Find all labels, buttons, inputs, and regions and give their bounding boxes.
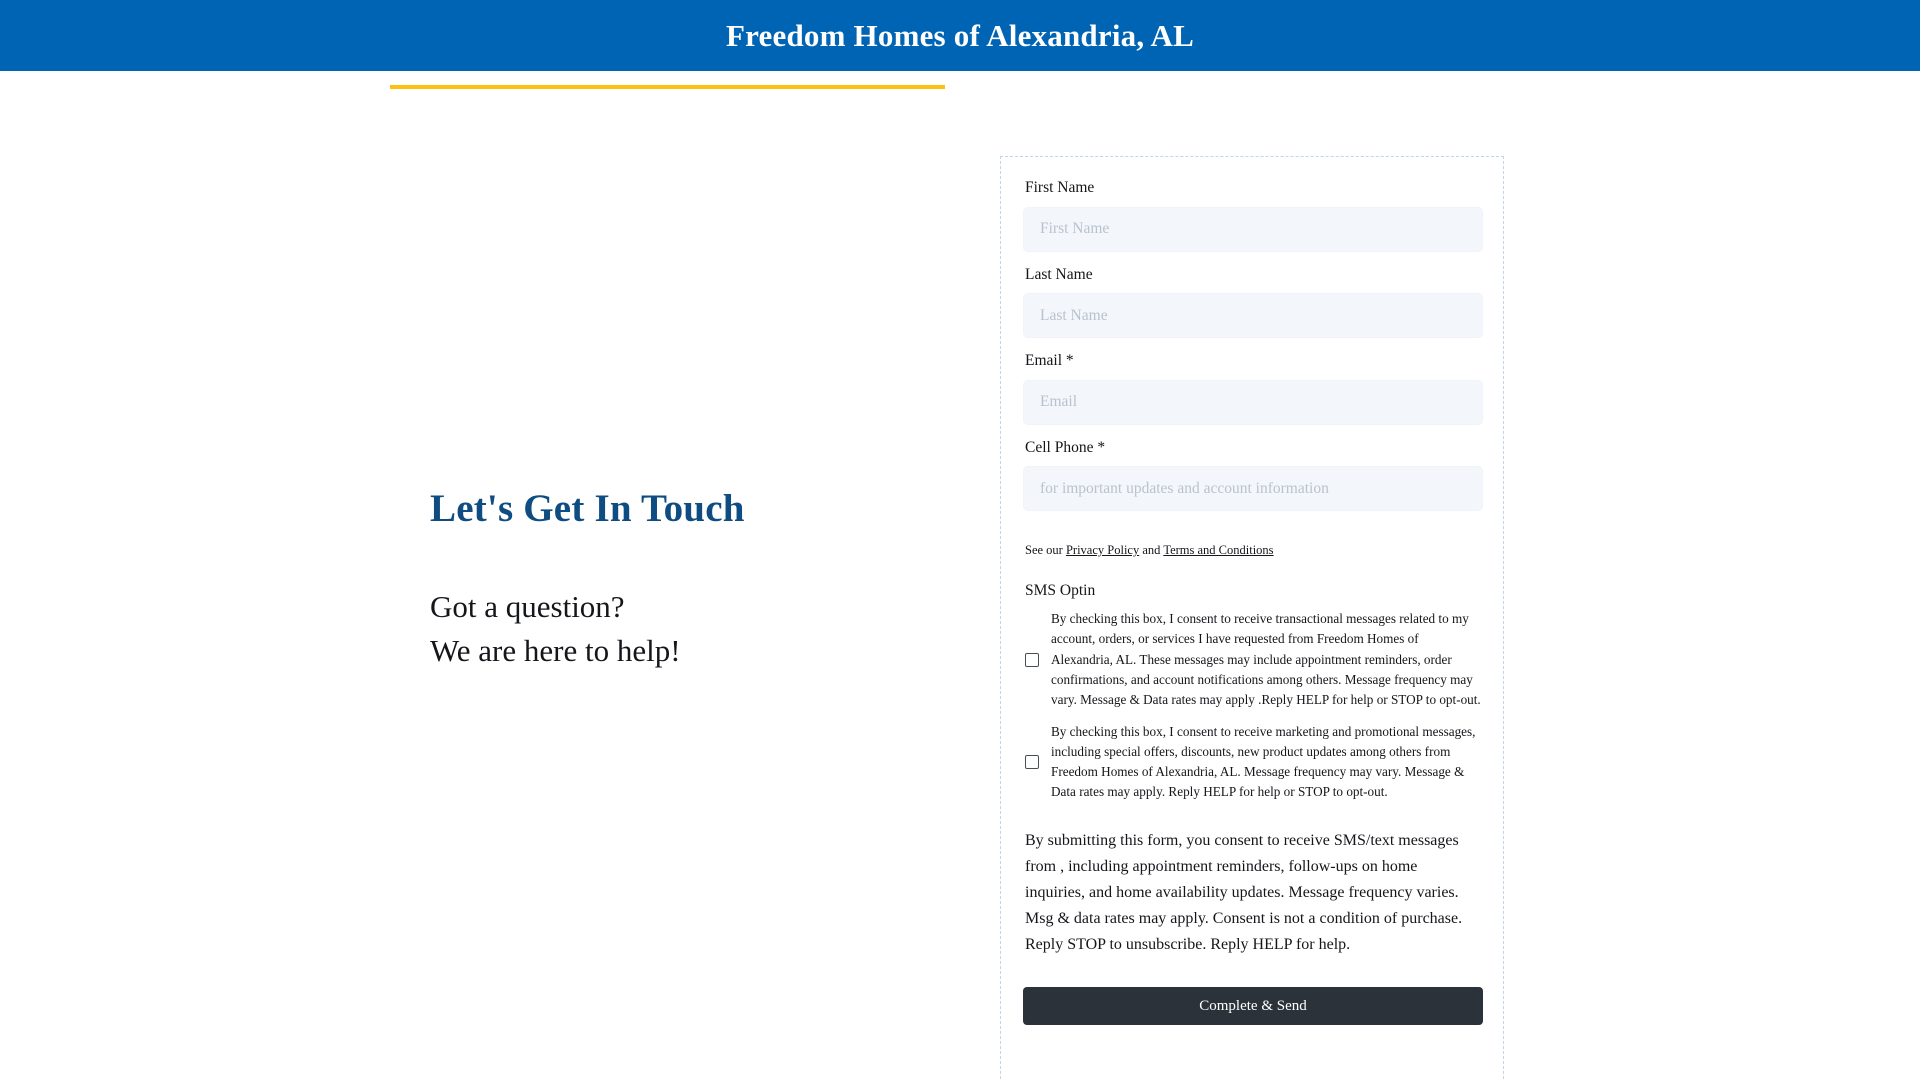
terms-and-conditions-link[interactable]: Terms and Conditions [1163, 543, 1274, 558]
sms-optin-label: SMS Optin [1025, 582, 1096, 600]
page-body [0, 91, 1920, 1080]
hero-subtitle-line-2: We are here to help! [430, 632, 681, 668]
accent-bar-container [0, 71, 1920, 91]
privacy-policy-link[interactable]: Privacy Policy [1065, 543, 1140, 558]
sms-disclaimer-text: By submitting this form, you consent to receive SMS/text messages from , including appointment reminders, follow-ups on home inquiries, and home availability updates. Message frequency varies. Msg & data rates may apply. Consent is not a condition of purchase. Reply STOP to unsubscribe. Reply HELP for help. [1025, 831, 1463, 953]
email-label: Email * [1025, 352, 1074, 370]
hero-section [430, 487, 950, 673]
hero-subtitle-line-1: Got a question? [430, 588, 625, 624]
complete-and-send-button[interactable]: Complete & Send [1023, 987, 1483, 1025]
contact-form-card [1000, 156, 1504, 1080]
marketing-consent-text: By checking this box, I consent to receive marketing and promotional messages, including special offers, discounts, new product updates among others from Freedom Homes of Alexandria, AL. Message frequency may vary. Message & Data rates may apply. Reply HELP for help or STOP to opt-out. [1051, 723, 1476, 799]
first-name-label: First Name [1025, 179, 1095, 196]
last-name-input[interactable] [1023, 293, 1483, 338]
cell-phone-input[interactable] [1023, 466, 1483, 511]
email-input[interactable] [1023, 380, 1483, 425]
page-title: Freedom Homes of Alexandria, AL [725, 17, 1194, 53]
hero-title: Let's Get In Touch [430, 487, 745, 530]
last-name-label: Last Name [1025, 265, 1093, 283]
first-name-input[interactable] [1023, 207, 1483, 252]
policy-middle-text: and [1139, 543, 1164, 558]
yellow-accent-bar [390, 85, 945, 89]
marketing-consent-checkbox[interactable] [1025, 755, 1039, 769]
site-header [0, 0, 1920, 71]
transactional-consent-text: By checking this box, I consent to receive transactional messages related to my account, orders, or services I have requested from Freedom Homes of Alexandria, AL. These messages may include appointment reminders, order confirmations, and account notifications among others. Message frequency may vary. Message & Data rates may apply .Reply HELP for help or STOP to opt-out. [1051, 611, 1481, 707]
cell-phone-label: Cell Phone * [1025, 438, 1106, 456]
consent-row-marketing[interactable] [1023, 722, 1481, 802]
policy-links-line [1023, 543, 1481, 558]
transactional-consent-checkbox[interactable] [1025, 653, 1039, 667]
policy-prefix-text: See our [1025, 543, 1066, 558]
consent-row-transactional[interactable] [1023, 609, 1481, 709]
